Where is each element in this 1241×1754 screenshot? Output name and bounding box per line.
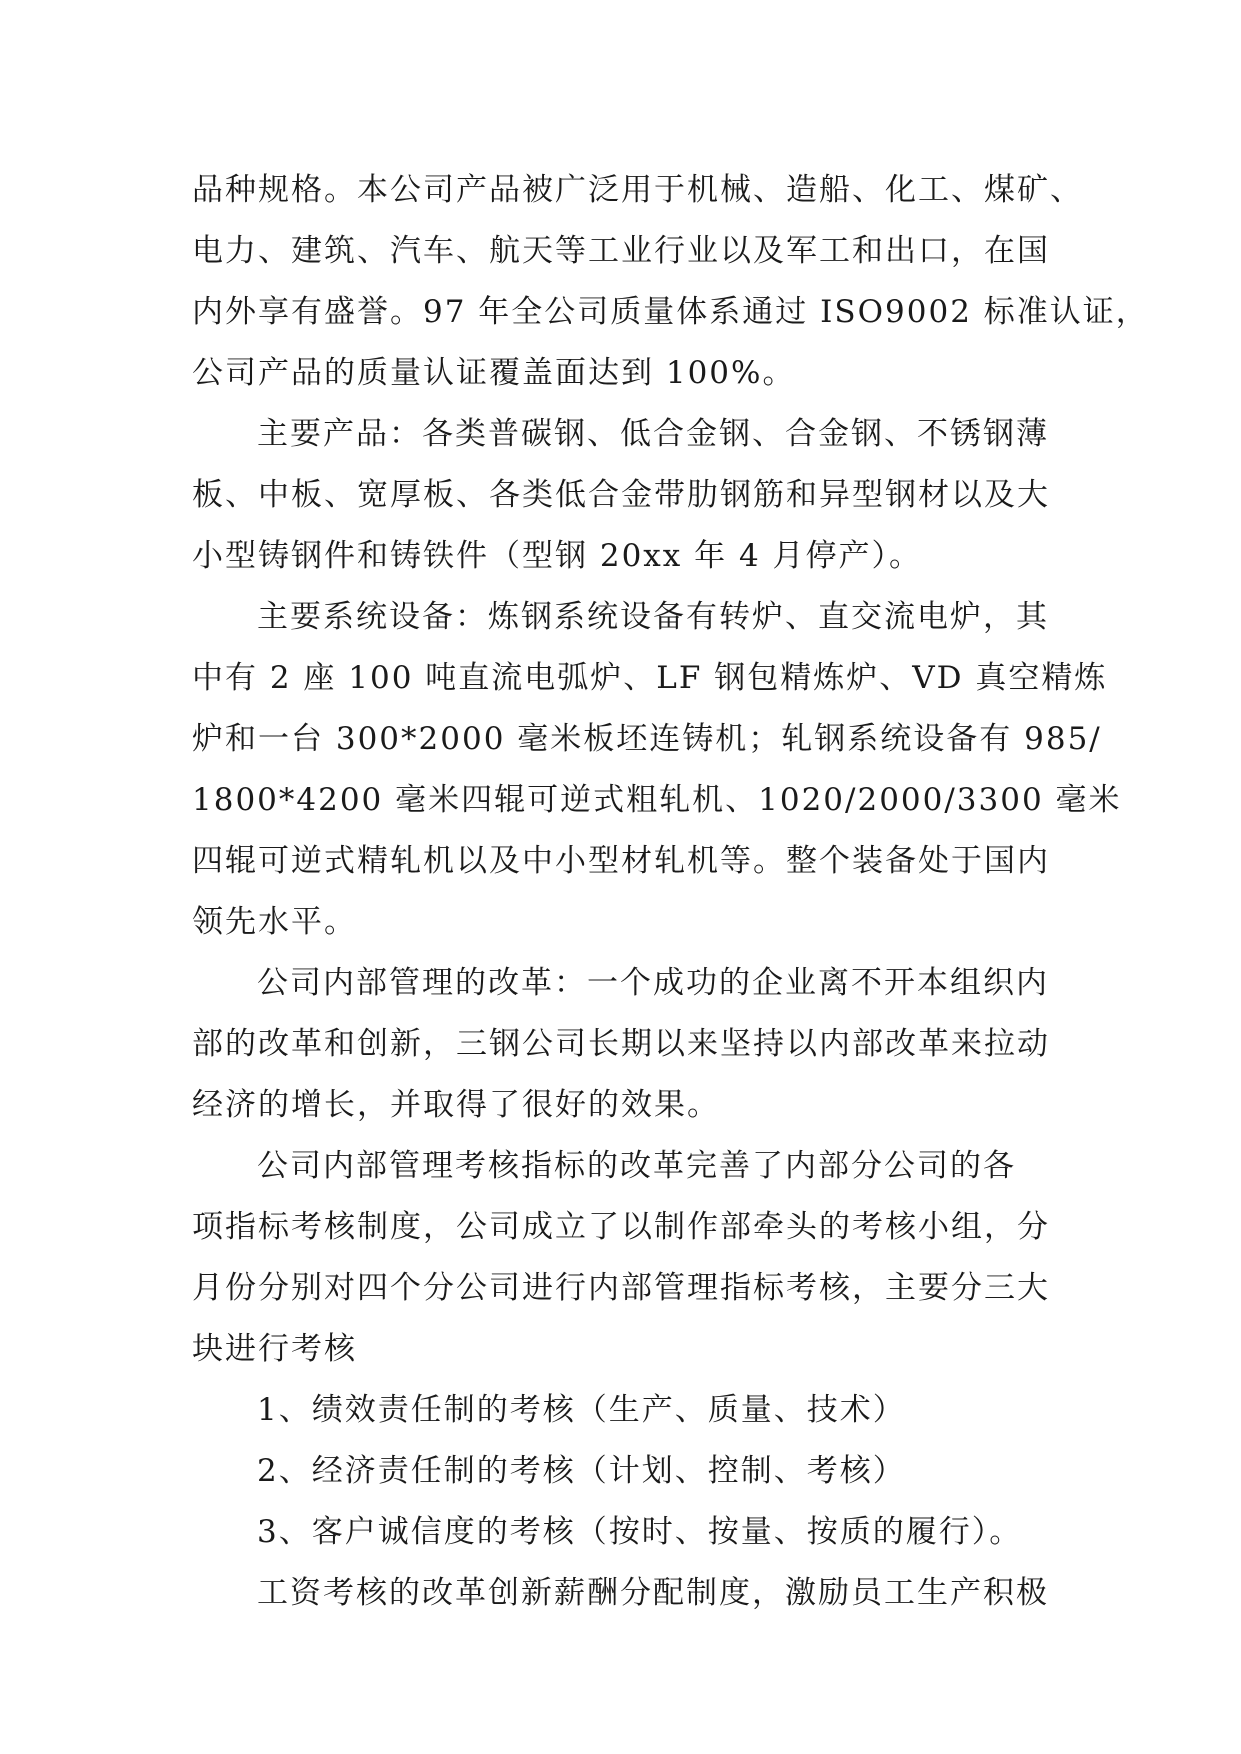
text-line: 品种规格。本公司产品被广泛用于机械、造船、化工、煤矿、 xyxy=(192,172,1083,208)
text-line: 四辊可逆式精轧机以及中小型材轧机等。整个装备处于国内 xyxy=(192,843,1050,879)
text-line: 中有 2 座 100 吨直流电弧炉、LF 钢包精炼炉、VD 真空精炼 xyxy=(192,660,1108,696)
paragraph-start-management-reform: 公司内部管理的改革：一个成功的企业离不开本组织内 xyxy=(257,965,1049,1001)
text-line: 块进行考核 xyxy=(192,1331,357,1367)
text-line: 板、中板、宽厚板、各类低合金带肋钢筋和异型钢材以及大 xyxy=(192,477,1050,513)
text-line: 内外享有盛誉。97 年全公司质量体系通过 ISO9002 标准认证， xyxy=(192,294,1149,330)
list-item-3: 3、客户诚信度的考核（按时、按量、按质的履行）。 xyxy=(257,1514,1023,1550)
text-line: 炉和一台 300*2000 毫米板坯连铸机；轧钢系统设备有 985/ xyxy=(192,721,1102,757)
text-line: 项指标考核制度，公司成立了以制作部牵头的考核小组，分 xyxy=(192,1209,1050,1245)
text-line: 1800*4200 毫米四辊可逆式粗轧机、1020/2000/3300 毫米 xyxy=(192,782,1122,818)
paragraph-start-wage-reform: 工资考核的改革创新薪酬分配制度，激励员工生产积极 xyxy=(257,1575,1049,1611)
text-line: 小型铸钢件和铸铁件（型钢 20xx 年 4 月停产）。 xyxy=(192,538,923,574)
text-line: 电力、建筑、汽车、航天等工业行业以及军工和出口，在国 xyxy=(192,233,1050,269)
text-line: 部的改革和创新，三钢公司长期以来坚持以内部改革来拉动 xyxy=(192,1026,1050,1062)
document-body xyxy=(192,160,1149,1624)
list-item-1: 1、绩效责任制的考核（生产、质量、技术） xyxy=(257,1392,906,1428)
text-line: 月份分别对四个分公司进行内部管理指标考核，主要分三大 xyxy=(192,1270,1050,1306)
text-line: 经济的增长，并取得了很好的效果。 xyxy=(192,1087,720,1123)
paragraph-start-main-products: 主要产品：各类普碳钢、低合金钢、合金钢、不锈钢薄 xyxy=(257,416,1049,452)
list-item-2: 2、经济责任制的考核（计划、控制、考核） xyxy=(257,1453,906,1489)
text-line: 公司产品的质量认证覆盖面达到 100%。 xyxy=(192,355,796,391)
text-line: 领先水平。 xyxy=(192,904,357,940)
paragraph-start-main-equipment: 主要系统设备：炼钢系统设备有转炉、直交流电炉，其 xyxy=(257,599,1049,635)
paragraph-start-assessment-reform: 公司内部管理考核指标的改革完善了内部分公司的各 xyxy=(257,1148,1016,1184)
